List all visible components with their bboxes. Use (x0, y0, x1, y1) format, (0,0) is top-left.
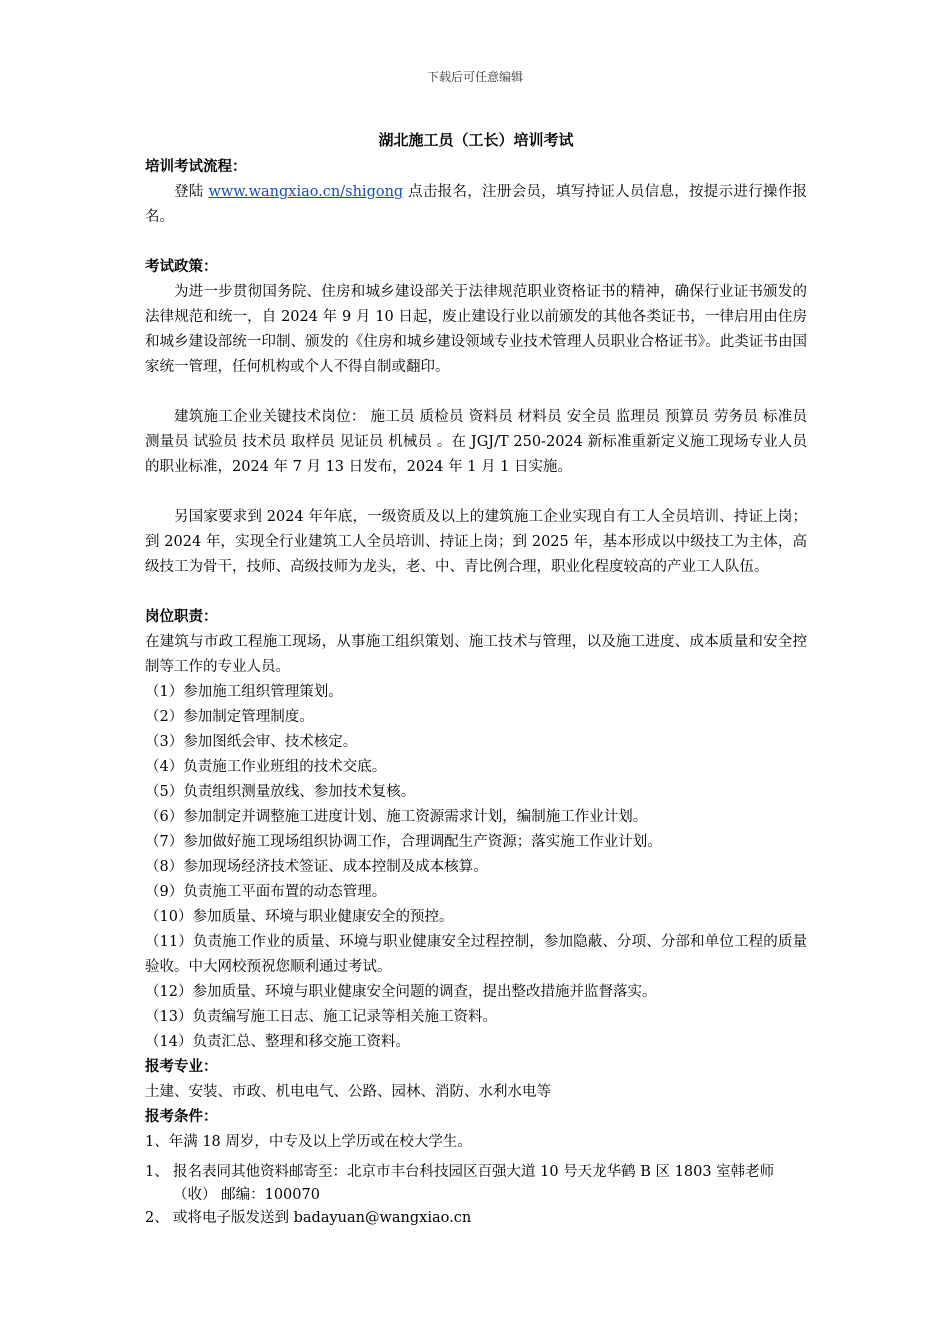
policy-paragraph-3: 另国家要求到 2024 年年底，一级资质及以上的建筑施工企业实现自有工人全员培训、持证上岗；到 2024 年，实现全行业建筑工人全员培训、持证上岗；到 2025 年，基本形成以中级技工为主体，高级技工为骨干，技师、高级技师为龙头，老、中、青比例合理，职业化程度较高的产业工人队伍。 (145, 509, 807, 575)
policy-paragraph-1: 为进一步贯彻国务院、住房和城乡建设部关于法律规范职业资格证书的精神，确保行业证书颁发的法律规范和统一，自 2024 年 9 月 10 日起，废止建设行业以前颁发的其他各类证书，一律启用由住房和城乡建设部统一印制、颁发的《住房和城乡建设领域专业技术管理人员职业合格证书》。此类证书由国家统一管理，任何机构或个人不得自制或翻印。 (145, 284, 807, 375)
duty-item: （1）参加施工组织管理策划。 (145, 684, 343, 700)
heading-duties: 岗位职责： (145, 609, 218, 625)
heading-policy: 考试政策： (145, 259, 218, 275)
list-text: 报名表同其他资料邮寄至：北京市丰台科技园区百强大道 10 号天龙华鹤 B 区 1803 室韩老师（收） 邮编：100070 (173, 1164, 775, 1203)
list-number: 2、 (145, 1210, 169, 1226)
document-body (145, 128, 807, 1230)
spacer (145, 580, 807, 605)
duties-intro: 在建筑与市政工程施工现场，从事施工组织策划、施工技术与管理，以及施工进度、成本质量和安全控制等工作的专业人员。 (145, 634, 807, 675)
heading-conditions: 报考条件： (145, 1109, 218, 1125)
duty-item: （8）参加现场经济技术签证、成本控制及成本核算。 (145, 859, 488, 875)
duty-item: （2）参加制定管理制度。 (145, 709, 314, 725)
duty-item: （12）参加质量、环境与职业健康安全问题的调查，提出整改措施并监督落实。 (145, 984, 657, 1000)
duty-item: （14）负责汇总、整理和移交施工资料。 (145, 1034, 410, 1050)
list-number: 1、 (145, 1164, 169, 1180)
process-text-after: 点击报名，注册会员，填写持证人员信息，按提示进行操作报名。 (145, 184, 808, 225)
process-paragraph (145, 180, 807, 230)
duty-item: （3）参加图纸会审、技术核定。 (145, 734, 358, 750)
duty-item: （4）负责施工作业班组的技术交底。 (145, 759, 387, 775)
duty-item: （7）参加做好施工现场组织协调工作，合理调配生产资源；落实施工作业计划。 (145, 834, 662, 850)
document-title: 湖北施工员（工长）培训考试 (378, 131, 574, 149)
policy-paragraph-2: 建筑施工企业关键技术岗位： 施工员 质检员 资料员 材料员 安全员 监理员 预算员 劳务员 标准员 测量员 试验员 技术员 取样员 见证员 机械员 。在 JGJ/T 250-2024 新标准重新定义施工现场专业人员的职业标准，2024 年 7 月 13 日发布，2024 年 1 月 1 日实施。 (145, 409, 807, 475)
contact-item-mail (145, 1161, 807, 1207)
duty-item: （6）参加制定并调整施工进度计划、施工资源需求计划，编制施工作业计划。 (145, 809, 648, 825)
process-text-before: 登陆 (174, 184, 209, 200)
duty-item: （11）负责施工作业的质量、环境与职业健康安全过程控制，参加隐蔽、分项、分部和单位工程的质量验收。中大网校预祝您顺利通过考试。 (145, 934, 807, 975)
spacer (145, 230, 807, 255)
heading-process: 培训考试流程： (145, 159, 247, 175)
duty-item: （5）负责组织测量放线、参加技术复核。 (145, 784, 416, 800)
heading-majors: 报考专业： (145, 1059, 218, 1075)
duty-item: （9）负责施工平面布置的动态管理。 (145, 884, 387, 900)
contact-list (145, 1161, 807, 1230)
spacer (145, 380, 807, 405)
header-note: 下载后可任意编辑 (426, 70, 523, 84)
majors-text: 土建、安装、市政、机电电气、公路、园林、消防、水利水电等 (145, 1084, 551, 1100)
contact-item-email (145, 1207, 807, 1230)
signup-link[interactable]: www.wangxiao.cn/shigong (208, 184, 404, 200)
conditions-text: 1、年满 18 周岁，中专及以上学历或在校大学生。 (145, 1134, 472, 1150)
spacer (145, 480, 807, 505)
duty-item: （13）负责编写施工日志、施工记录等相关施工资料。 (145, 1009, 497, 1025)
duty-item: （10）参加质量、环境与职业健康安全的预控。 (145, 909, 454, 925)
list-text: 或将电子版发送到 badayuan@wangxiao.cn (173, 1210, 472, 1226)
